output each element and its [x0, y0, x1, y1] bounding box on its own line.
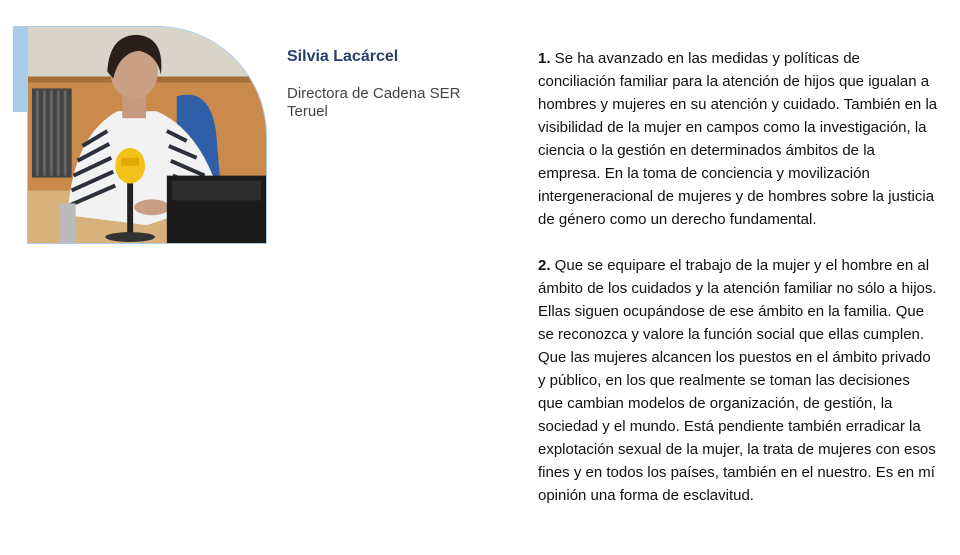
answer-paragraph-1: [538, 47, 938, 231]
answer-number: 1.: [538, 50, 551, 67]
answer-text: Que se equipare el trabajo de la mujer y el hombre en al ámbito de los cuidados y la atención familiar no sólo a hijos. Ellas siguen ocupándose de ese ámbito en la familia. Que se reconozca y valore la función social que ellas cumplen. Que las mujeres alcancen los puestos en el ámbito privado y público, en los que realmente se toman las decisiones que cambian modelos de organización, de gestión, la sociedad y el mundo. Está pendiente también erradicar la explotación sexual de la mujer, la trata de mujeres con esos fines y en todos los países, también en el nuestro. Es en mí opinión una forma de esclavitud.: [538, 257, 937, 504]
accent-bar: [13, 26, 27, 112]
portrait-photo-icon: [28, 27, 266, 243]
answer-number: 2.: [538, 257, 551, 274]
profile-role: Directora de Cadena SER Teruel: [287, 85, 461, 120]
answers-column: [538, 47, 938, 530]
profile-name: Silvia Lacárcel: [287, 48, 399, 65]
answer-paragraph-2: [538, 254, 938, 507]
answer-text: Se ha avanzado en las medidas y políticas de conciliación familiar para la atención de hijos que igualan a hombres y mujeres en su atención y cuidado. También en la visibilidad de la mujer en campos como la investigación, la ciencia o la gestión en determinados ámbitos de la empresa. En la toma de conciencia y movilización intergeneracional de mujeres y de hombres sobre la justicia de género como un derecho fundamental.: [538, 50, 938, 228]
profile-photo: [27, 26, 267, 244]
